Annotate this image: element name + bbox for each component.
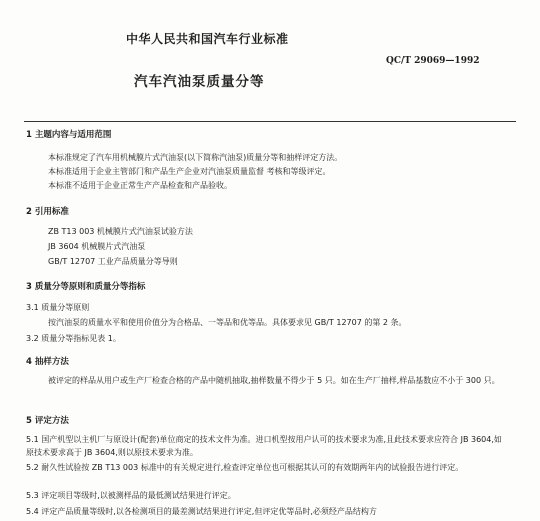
section-3-1-text: 按汽油泵的质量水平和使用价值分为合格品、一等品和优等品。具体要求见 GB/T 12707 的第 2 条。 bbox=[48, 318, 407, 327]
section-4-heading: 4 抽样方法 bbox=[26, 357, 69, 367]
section-5-3-text: 5.3 评定项目等级时,以被测样品的最低测试结果进行评定。 bbox=[26, 491, 236, 500]
reference-3: GB/T 12707 工业产品质量分等导则 bbox=[48, 257, 178, 266]
document-title: 汽车汽油泵质量分等 bbox=[134, 74, 265, 90]
section-3-1-heading: 3.1 质量分等原则 bbox=[26, 303, 90, 312]
section-5-heading: 5 评定方法 bbox=[26, 416, 69, 426]
section-1-line-3: 本标准不适用于企业正常生产产品检查和产品验收。 bbox=[48, 181, 232, 190]
section-5-1-text: 5.1 国产机型以主机厂与原设计(配套)单位商定的技术文件为准。进口机型按用户认可的技术要求为准,且此技术要求应符合 JB 3604,如原技术要求高于 JB 3604,则以原技术要求为准。 bbox=[26, 435, 502, 457]
section-5-2-text: 5.2 耐久性试验按 ZB T13 003 标准中的有关规定进行,检查评定单位也可根据其认可的有效期两年内的试验报告进行评定。 bbox=[26, 463, 464, 472]
section-3-2-text: 3.2 质量分等指标见表 1。 bbox=[26, 334, 121, 343]
issuing-authority: 中华人民共和国汽车行业标准 bbox=[126, 32, 289, 46]
header-divider bbox=[24, 121, 516, 122]
section-2-heading: 2 引用标准 bbox=[26, 207, 69, 217]
section-1-heading: 1 主题内容与适用范围 bbox=[26, 130, 112, 140]
section-3-heading: 3 质量分等原则和质量分等指标 bbox=[26, 282, 146, 292]
section-5-4-text: 5.4 评定产品质量等级时,以各检测项目的最差测试结果进行评定,但评定优等品时,必须经产品结构方 bbox=[26, 507, 377, 516]
reference-1: ZB T13 003 机械膜片式汽油泵试验方法 bbox=[48, 227, 193, 236]
section-4-text: 被评定的样品从用户或生产厂检查合格的产品中随机抽取,抽样数量不得少于 5 只。如在生产厂抽样,样品基数应不小于 300 只。 bbox=[48, 376, 500, 385]
section-1-line-2: 本标准适用于企业主管部门和产品生产企业对汽油泵质量监督 考核和等级评定。 bbox=[48, 167, 331, 176]
reference-2: JB 3604 机械膜片式汽油泵 bbox=[48, 242, 146, 251]
standard-number: QC/T 29069—1992 bbox=[386, 56, 480, 66]
section-1-line-1: 本标准规定了汽车用机械膜片式汽油泵(以下简称汽油泵)质量分等和抽样评定方法。 bbox=[48, 153, 343, 162]
